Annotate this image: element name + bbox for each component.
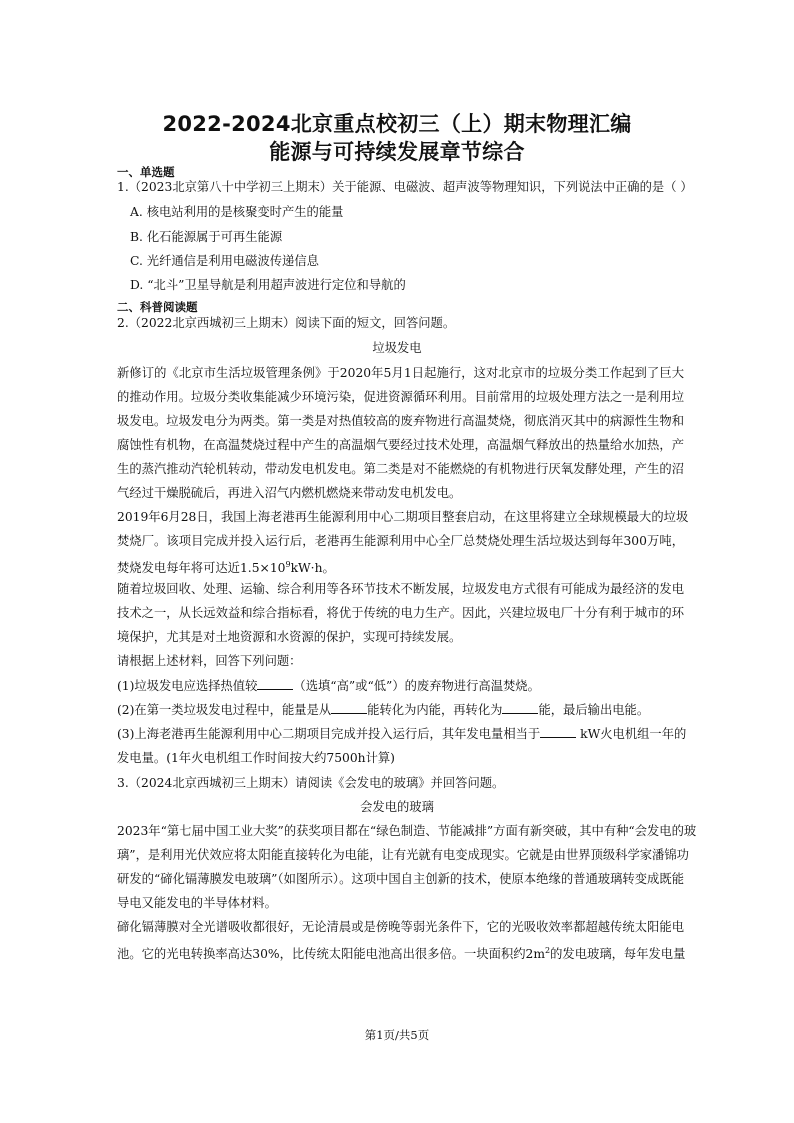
- sub-question-3: [117, 725, 686, 743]
- article-title-glass: 会发电的玻璃: [360, 800, 434, 814]
- question-1-option-d: D. “北斗”卫星导航是利用超声波进行定位和导航的: [130, 278, 406, 292]
- energy-value-text: 焚烧发电每年将可达近1.5×10: [117, 561, 286, 576]
- paragraph-line: 导电又能发电的半导体材料。: [117, 896, 277, 910]
- paragraph-line: 碲化镉薄膜对全光谱吸收都很好，无论清晨或是傍晚等弱光条件下，它的光吸收效率都超越传统太阳能电: [117, 920, 684, 934]
- instruction-text: 请根据上述材料，回答下列问题：: [117, 654, 302, 668]
- energy-unit: kW·h。: [290, 561, 335, 576]
- section-heading-reading: 二、科普阅读题: [117, 300, 198, 314]
- paragraph-line-energy: [117, 556, 335, 577]
- paragraph-line: 研发的“碲化镉薄膜发电玻璃”（如图所示）。这项中国自主创新的技术，使原本绝缘的普通玻璃转变成既能: [117, 872, 684, 886]
- paragraph-line: 圾发电。垃圾发电分为两类。第一类是对热值较高的废弃物进行高温焚烧，彻底消灭其中的病源性生物和: [117, 414, 684, 428]
- paragraph-line: 新修订的《北京市生活垃圾管理条例》于2020年5月1日起施行，这对北京市的垃圾分类工作起到了巨大: [117, 366, 684, 380]
- question-1-option-c: C. 光纤通信是利用电磁波传递信息: [130, 254, 319, 268]
- paragraph-line: 焚烧厂。该项目完成并投入运行后，老港再生能源利用中心全厂总焚烧处理生活垃圾达到每年300万吨，: [117, 534, 684, 548]
- answer-blank[interactable]: [540, 725, 576, 738]
- paragraph-line: 2019年6月28日，我国上海老港再生能源利用中心二期项目整套启动，在这里将建立全球规模最大的垃圾: [117, 510, 689, 524]
- question-1-option-b: B. 化石能源属于可再生能源: [130, 230, 283, 244]
- answer-blank[interactable]: [502, 701, 538, 714]
- document-title: 2022-2024北京重点校初三（上）期末物理汇编: [162, 112, 632, 136]
- paragraph-line: 生的蒸汽推动汽轮机转动，带动发电机发电。第二类是对不能燃烧的有机物进行厌氧发酵处理，产生的沼: [117, 462, 684, 476]
- question-3-stem: 3.（2024北京西城初三上期末）请阅读《会发电的玻璃》并回答问题。: [117, 776, 505, 790]
- paragraph-line: 气经过干燥脱硫后，再进入沼气内燃机燃烧来带动发电机发电。: [117, 486, 462, 500]
- sub-question-2-text: (2)在第一类垃圾发电过程中，能量是从: [117, 703, 332, 717]
- area-exponent: 2: [545, 946, 551, 955]
- energy-exponent: 9: [285, 560, 291, 569]
- paragraph-line: 腐蚀性有机物，在高温焚烧过程中产生的高温烟气要经过技术处理，高温烟气释放出的热量给水加热，产: [117, 438, 684, 452]
- section-heading-single-choice: 一、单选题: [117, 165, 175, 179]
- sub-question-1-text: (1)垃圾发电应选择热值较: [117, 679, 258, 693]
- paragraph-line: 随着垃圾回收、处理、运输、综合利用等各环节技术不断发展，垃圾发电方式很有可能成为最经济的发电: [117, 582, 684, 596]
- answer-blank[interactable]: [257, 677, 293, 690]
- sub-question-2-text-end: 能，最后输出电能。: [538, 703, 650, 717]
- page-number: 第1页/共5页: [364, 1028, 430, 1042]
- sub-question-3-text: (3)上海老港再生能源利用中心二期项目完成并投入运行后，其年发电量相当于: [117, 727, 541, 741]
- question-1-stem: 1.（2023北京第八十中学初三上期末）关于能源、电磁波、超声波等物理知识，下列说法中正确的是（ ）: [117, 180, 693, 194]
- paragraph-line: 技术之一，从长远效益和综合指标看，将优于传统的电力生产。因此，兴建垃圾电厂十分有利于城市的环: [117, 606, 684, 620]
- sub-question-2-text-mid: 能转化为内能，再转化为: [367, 703, 503, 717]
- area-text-end: 的发电玻璃，每年发电量: [550, 947, 686, 962]
- sub-question-1: [117, 677, 540, 695]
- document-subtitle: 能源与可持续发展章节综合: [269, 140, 525, 164]
- paragraph-line: 境保护，尤其是对土地资源和水资源的保护，实现可持续发展。: [117, 630, 462, 644]
- question-2-stem: 2.（2022北京西城初三上期末）阅读下面的短文，回答问题。: [117, 316, 456, 330]
- paragraph-line: 璃”，是利用光伏效应将太阳能直接转化为电能，让有光就有电变成现实。它就是由世界顶级科学家潘锦功: [117, 848, 689, 862]
- sub-question-1-text-end: （选填“高”或“低”）的废弃物进行高温焚烧。: [293, 679, 540, 693]
- sub-question-3-text-mid: kW火电机组一年的: [580, 727, 687, 741]
- answer-blank[interactable]: [331, 701, 367, 714]
- paragraph-line: 的推动作用。垃圾分类收集能减少环境污染，促进资源循环利用。目前常用的垃圾处理方法之一是利用垃: [117, 390, 684, 404]
- question-1-option-a: A. 核电站利用的是核聚变时产生的能量: [130, 205, 344, 219]
- paragraph-line: 2023年“第七届中国工业大奖”的获奖项目都在“绿色制造、节能减排”方面有新突破，其中有种“会发电的玻: [117, 824, 697, 838]
- sub-question-3-continued: 发电量。(1年火电机组工作时间按大约7500h计算): [117, 751, 395, 765]
- sub-question-2: [117, 701, 649, 719]
- area-text: 池。它的光电转换率高达30%，比传统太阳能电池高出很多倍。一块面积约2m: [117, 947, 546, 962]
- paragraph-line-area: [117, 942, 684, 963]
- article-title-waste-power: 垃圾发电: [372, 341, 422, 355]
